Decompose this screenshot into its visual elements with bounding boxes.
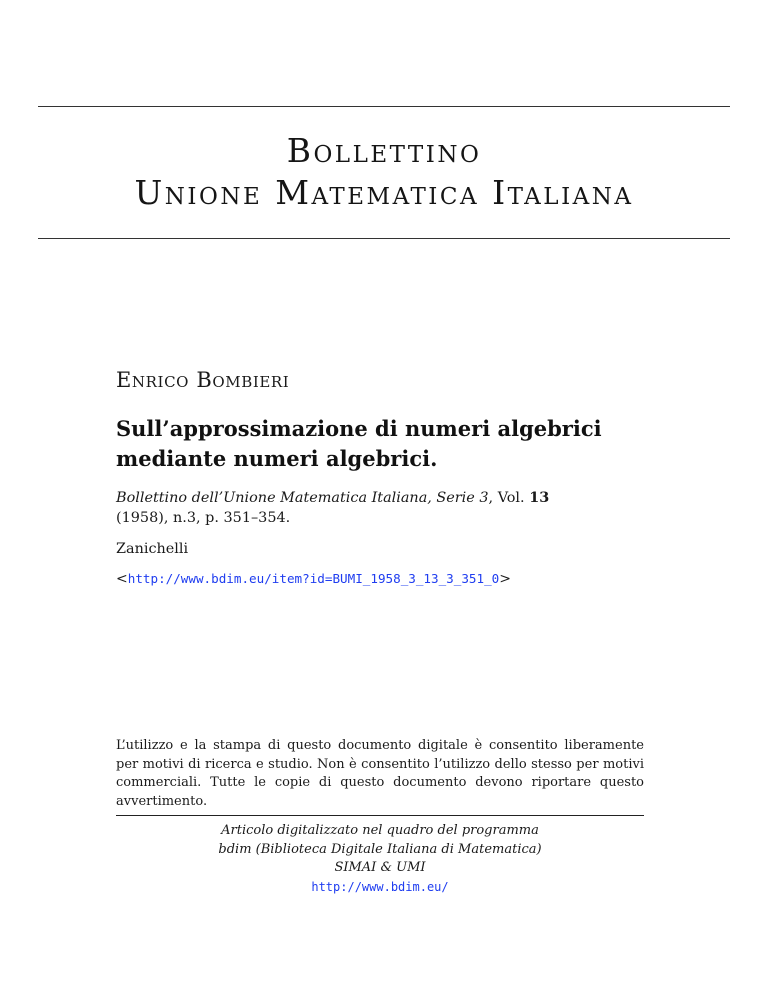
citation bbox=[116, 488, 676, 528]
journal-title-line1: Bollettino bbox=[286, 131, 482, 170]
url-open-bracket: < bbox=[116, 571, 128, 587]
citation-details: (1958), n.3, p. 351–354. bbox=[116, 510, 291, 526]
item-url-line bbox=[116, 569, 511, 589]
footer-url-link[interactable]: http://www.bdim.eu/ bbox=[311, 879, 449, 894]
journal-title-line2: Unione Matematica Italiana bbox=[134, 173, 634, 212]
citation-journal: Bollettino dell’Unione Matematica Italiana, Serie 3 bbox=[116, 490, 489, 506]
footer-block bbox=[116, 822, 644, 896]
publisher: Zanichelli bbox=[116, 541, 189, 557]
footer-line1: Articolo digitalizzato nel quadro del programma bbox=[221, 823, 539, 838]
article-title: Sull’approssimazione di numeri algebrici mediante numeri algebrici. bbox=[116, 416, 602, 471]
footer-rule bbox=[116, 815, 644, 816]
item-url-link[interactable]: http://www.bdim.eu/item?id=BUMI_1958_3_13_3_351_0 bbox=[127, 571, 500, 586]
citation-vol-label: , Vol. bbox=[488, 490, 530, 506]
author-name: Enrico Bombieri bbox=[116, 368, 290, 392]
header-top-rule bbox=[38, 106, 730, 107]
url-close-bracket: > bbox=[499, 571, 511, 587]
footer-line3: SIMAI & UMI bbox=[334, 860, 426, 875]
footer-line2: bdim (Biblioteca Digitale Italiana di Matematica) bbox=[218, 841, 542, 857]
citation-volume: 13 bbox=[529, 489, 550, 506]
usage-notice: L’utilizzo e la stampa di questo documento digitale è consentito liberamente per motivi di ricerca e studio. Non è consentito l’utilizzo dello stesso per motivi commerciali. Tutte le copie di questo documento devono riportare questo avvertimento. bbox=[116, 738, 644, 809]
header-bottom-rule bbox=[38, 238, 730, 239]
